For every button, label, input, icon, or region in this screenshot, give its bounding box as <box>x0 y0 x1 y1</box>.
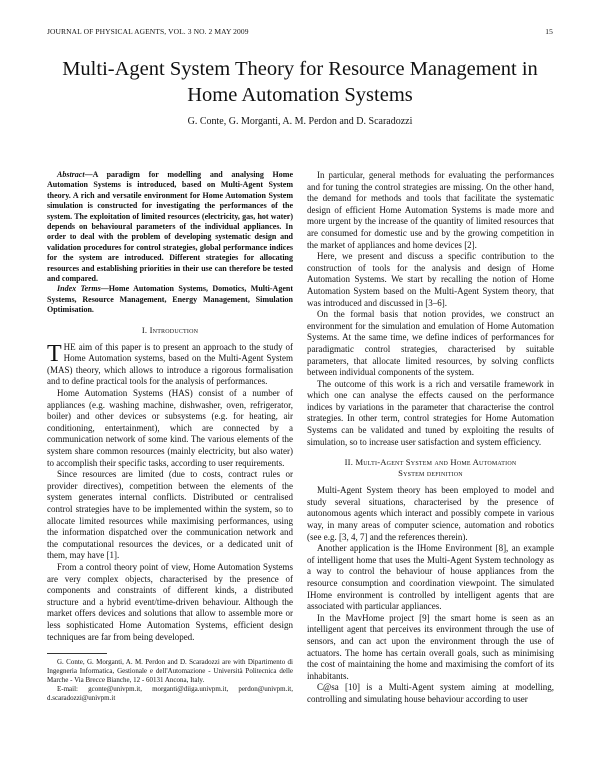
journal-header: JOURNAL OF PHYSICAL AGENTS, VOL. 3 NO. 2 MAY 2009 <box>47 27 249 36</box>
section2-paragraph-4: C@sa [10] is a Multi-Agent system aiming at modelling, controlling and simulating house behaviour according to user <box>307 682 554 704</box>
abstract-text: —A paradigm for modelling and analysing Home Automation Systems is introduced, based on Multi-Agent System theory. A rich and versatile environment for Home Automation System simulation is constructed for investigating the performances of the system. The exploitation of limited resources (electricity, gas, hot water) depends on behavioural parameters of the individual appliances. In order to deal with the problem of developing systematic design and validation procedures for control strategies, global performance indices for the system are introduced. Different strategies for allocating resources and establishing priorities in their use can therefore be tested and compared. <box>47 170 293 284</box>
section2-paragraph-1: Multi-Agent System theory has been employed to model and study several situations, characterised by the presence of autonomous agents which interact and possibly compete in various way, in many areas of computer science, automation and robotics (see e.g. [3, 4, 7] and the references therein). <box>307 485 554 542</box>
left-column <box>47 170 293 703</box>
footnote-rule <box>47 653 107 654</box>
abstract <box>47 170 293 284</box>
intro-paragraph-1 <box>47 342 293 388</box>
right-paragraph-4: The outcome of this work is a rich and versatile framework in which one can analyse the effects caused on the performance indices by variations in the parameter that characterise the control strategies. In other term, control strategies for Home Automation Systems can be validated and tuned by exploiting the results of simulation, so to increase user satisfaction and system efficiency. <box>307 378 554 447</box>
page-number: 15 <box>545 27 553 36</box>
right-column <box>307 170 554 706</box>
section2-paragraph-3: In the MavHome project [9] the smart home is seen as an intelligent agent that perceives its environment through the use of sensors, and can act upon the environment through the use of actuators. The home has certain overall goals, such as minimising the cost of maintaining the home and maximising the comfort of its inhabitants. <box>307 612 554 681</box>
section-title: Introduction <box>149 324 199 335</box>
section-number: I. <box>141 324 148 335</box>
intro-paragraph-3: Since resources are limited (due to costs, contract rules or provider directives), competition between the elements of the system generates internal conflicts. Distributed or centralised control strategies have to be implemented within the system, so to allocate limited resources while maximising performances, using the information dispatched over the communication network and the computational resources the devices, or a dedicated unit of them, may have [1]. <box>47 469 293 561</box>
section2-title-line2: System definition <box>398 468 463 479</box>
index-terms-text: —Home Automation Systems, Domotics, Multi-Agent Systems, Resource Management, Energy Management, Simulation Optimisation. <box>47 284 293 315</box>
index-terms <box>47 284 293 315</box>
drop-cap: T <box>47 340 62 367</box>
abstract-lead: Abstract <box>57 170 85 179</box>
section-heading-introduction <box>47 325 293 336</box>
paper-title: Multi-Agent System Theory for Resource Management in Home Automation Systems <box>62 58 538 106</box>
right-paragraph-2: Here, we present and discuss a specific contribution to the construction of tools for the analysis and design of Home Automation Systems. We start by recalling the notion of Home Automation System based on the Multi-Agent System theory, that was introduced and discussed in [3–6]. <box>307 251 554 308</box>
footnote-email: E-mail: gconte@univpm.it, morganti@diiga.univpm.it, perdon@univpm.it, d.scaradozzi@univpm.it <box>47 685 293 703</box>
right-paragraph-1: In particular, general methods for evaluating the performances and for tuning the control strategies are missing. On the other hand, the demand for methods and tools that facilitate the systematic design of efficient Home Automation Systems is made more and more urgent by the increase of the quantity of limited resources that are consumed for domestic use and by the growing competition in the market of appliances and home devices [2]. <box>307 170 554 250</box>
section2-number: II. <box>344 457 354 468</box>
section2-title-line1: Multi-Agent System and Home Automation <box>355 457 517 468</box>
section-heading-mas <box>307 457 554 479</box>
intro-paragraph-1-text: HE aim of this paper is to present an approach to the study of Home Automation systems, based on the Multi-Agent System (MAS) theory, which allows to introduce a rigorous formalisation and to define practical tools for the analysis of performances. <box>47 341 293 387</box>
running-head <box>47 27 553 36</box>
intro-paragraph-4: From a control theory point of view, Home Automation Systems are very complex objects, characterised by the presence of components and constraints of different kinds, a distributed structure and a hybrid event/time-driven behaviour. Although the market offers devices and solutions that allow to assemble more or less sophisticated Home Automation Systems, efficient design techniques are far from being developed. <box>47 561 293 642</box>
intro-paragraph-2: Home Automation Systems (HAS) consist of a number of appliances (e.g. washing machine, dishwasher, oven, refrigerator, boiler) and other devices or subsystems (e.g. for heating, air conditioning, entertainment), which are connected by a communication network of some kind. The various elements of the system share common resources (mainly electricity, but also water) to accomplish their specific tasks, according to user requirements. <box>47 388 293 468</box>
index-terms-lead: Index Terms <box>57 284 101 294</box>
footnote-affiliation: G. Conte, G. Morganti, A. M. Perdon and D. Scaradozzi are with Dipartimento di Ingegneria Informatica, Gestionale e dell'Automazione - Università Politecnica delle Marche - Via Brecce Bianche, 12 - 60131 Ancona, Italy. <box>47 658 293 685</box>
paper-authors: G. Conte, G. Morganti, A. M. Perdon and D. Scaradozzi <box>187 116 413 127</box>
section2-paragraph-2: Another application is the IHome Environment [8], an example of intelligent home that uses the Multi-Agent System technology as a way to control the behaviour of house appliances from the resource consumption and coordination viewpoint. The simulated IHome environment is controlled by intelligent agents that are associated with particular appliances. <box>307 543 554 612</box>
right-paragraph-3: On the formal basis that notion provides, we construct an environment for the simulation and emulation of Home Automation Systems. At the same time, we define indices of performances for paradigmatic control strategies, characterised by suitable parameters, that allocate limited resources, by solving conflicts between individual components of the system. <box>307 309 554 378</box>
